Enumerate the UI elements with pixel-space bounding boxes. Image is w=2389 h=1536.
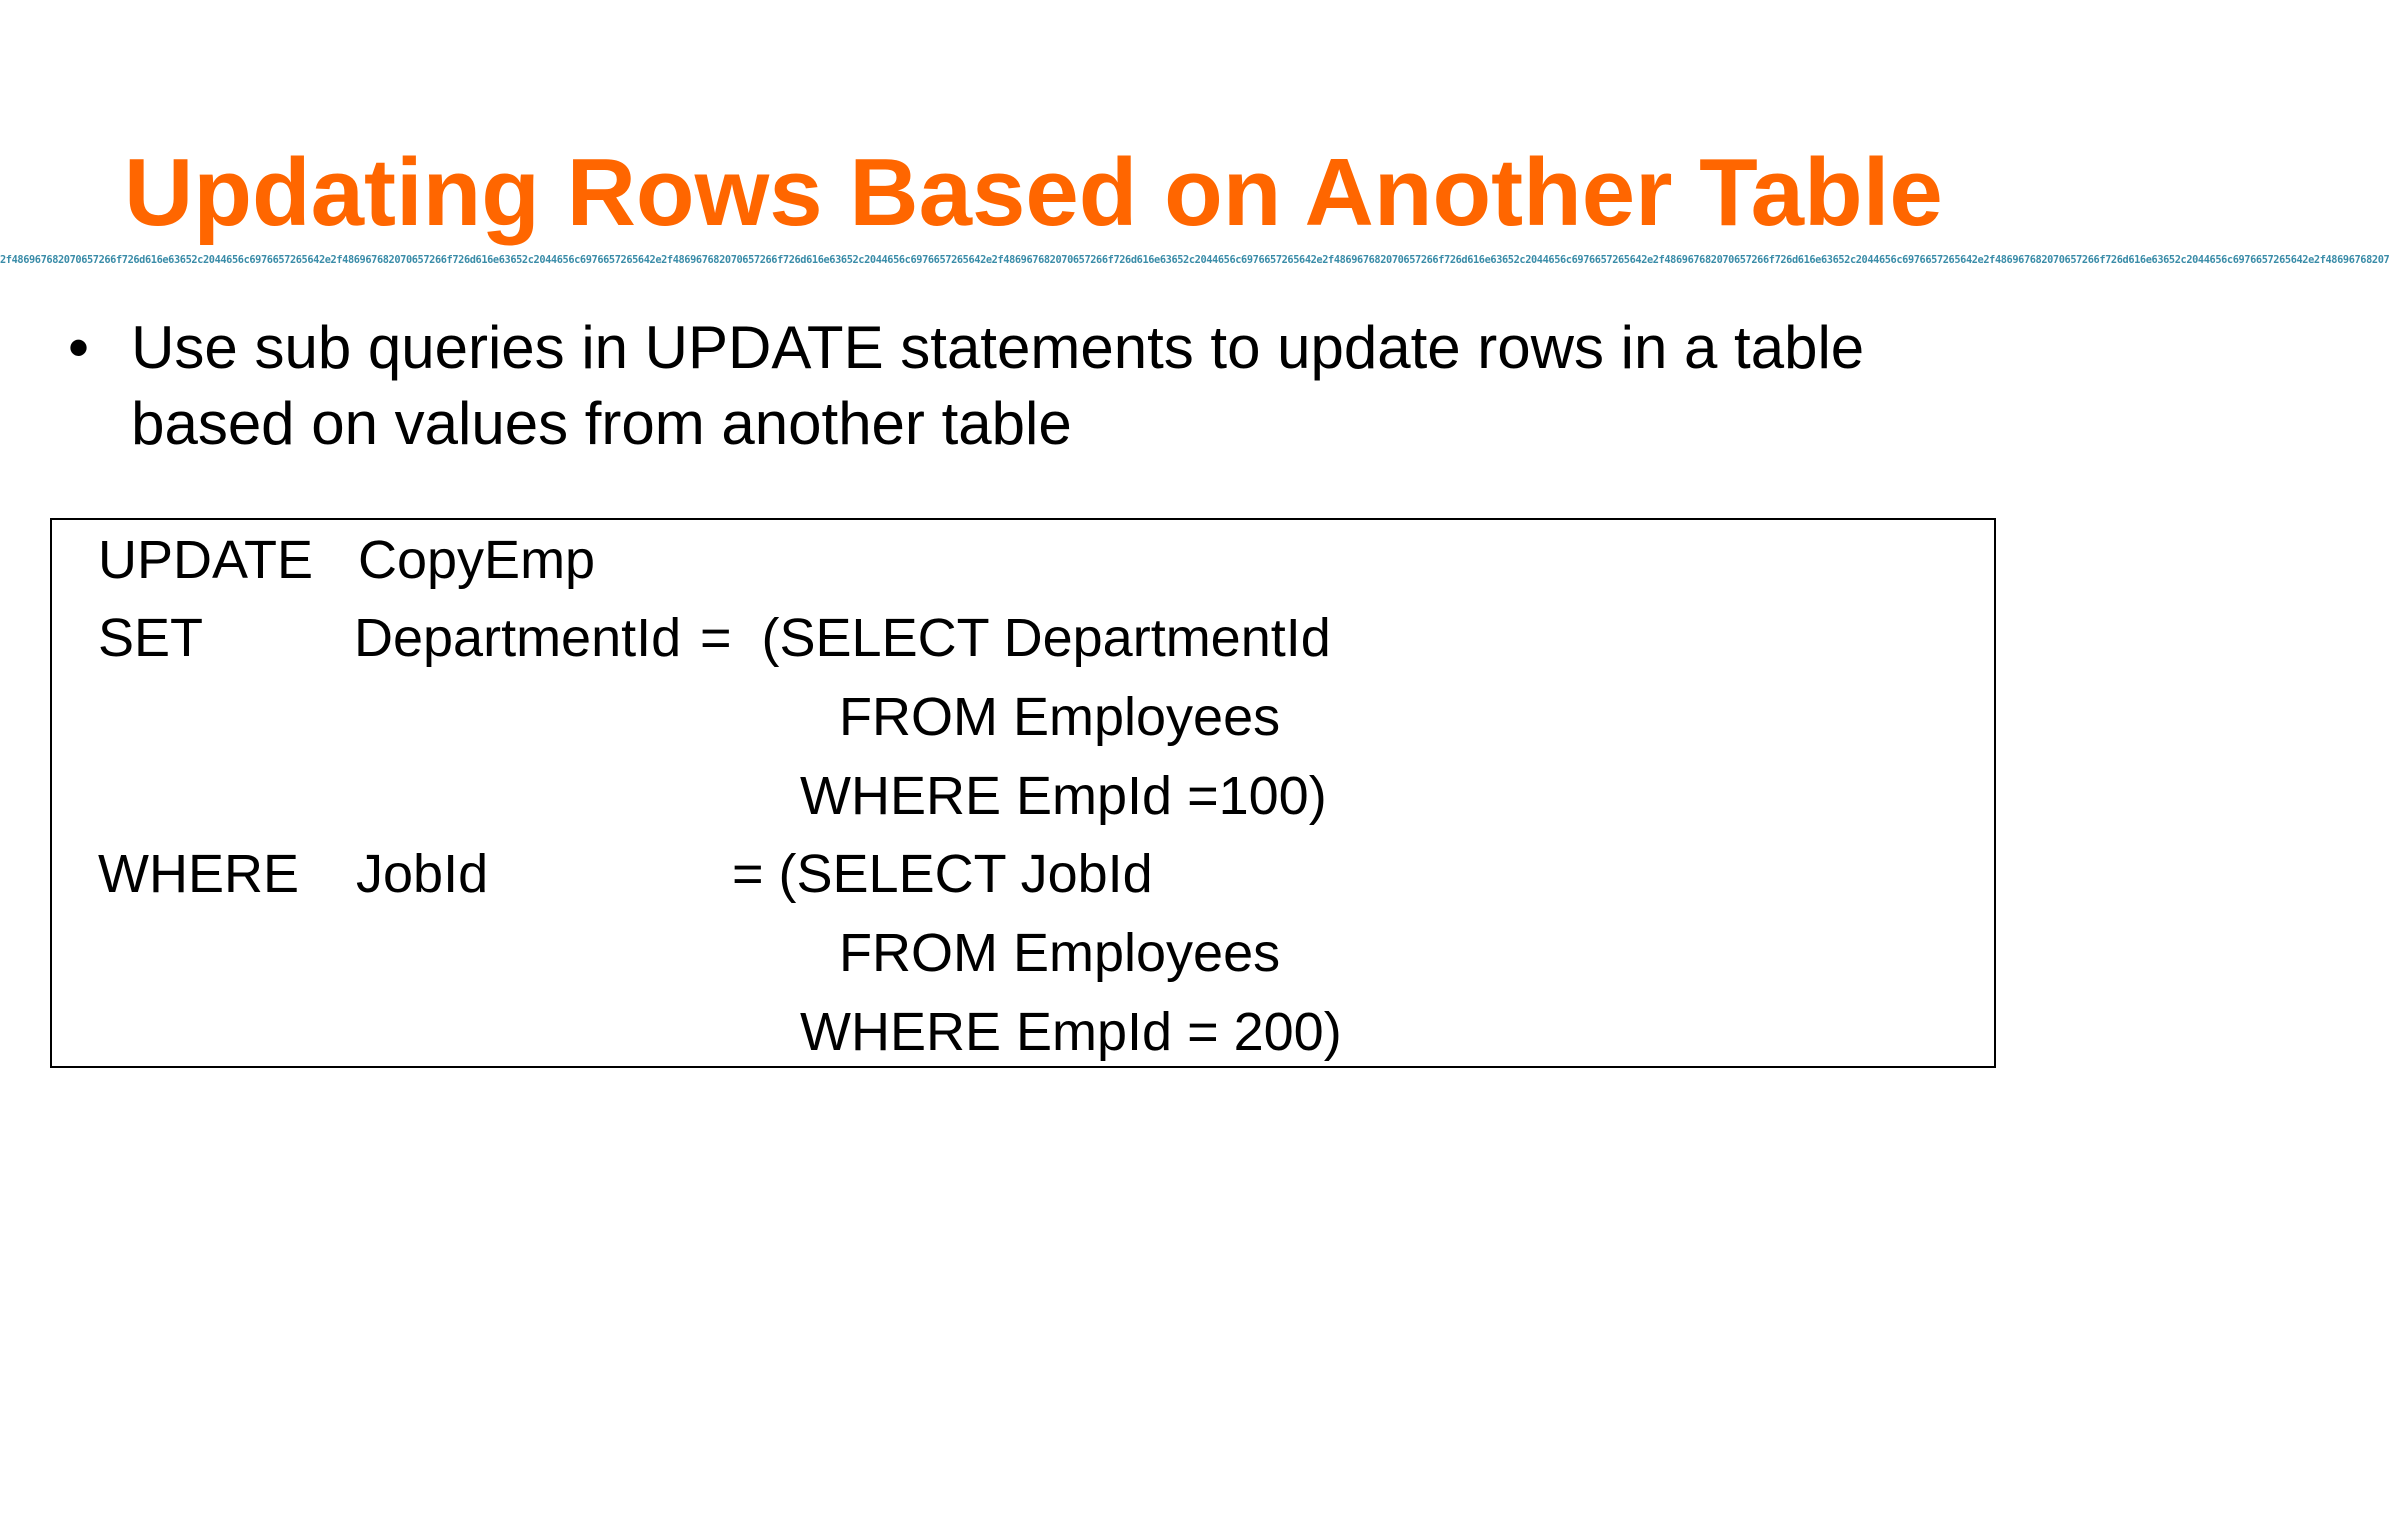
code-column: JobId — [356, 844, 489, 904]
code-line-4 — [52, 756, 1994, 836]
code-column: DepartmentId — [354, 608, 682, 668]
code-line-2 — [52, 598, 1994, 678]
sql-code-box — [50, 518, 1996, 1068]
code-line-1 — [52, 520, 1994, 600]
code-line-6 — [52, 913, 1994, 993]
code-line-5 — [52, 834, 1994, 914]
hex-watermark-strip: 2f486967682070657266f726d616e63652c2044656c6976657265642e2f486967682070657266f726d616e63652c2044656c6976657265642e2f486967682070657266f726d616e63652c2044656c6976657265642e2f486967682070657266f726d616e63652c2044656c6976657265642e2f486967682070657266f726d616e63652c2044656c6976657265642e2f486967682070657266f726d616e63652c2044656c6976657265642e2f486967682070657266f726d616e63652c2044656c6976657265642e2f48696768207 — [0, 254, 2389, 266]
code-subquery: WHERE EmpId = 200) — [800, 1002, 1342, 1062]
code-subquery: = (SELECT JobId — [732, 844, 1153, 904]
code-line-3 — [52, 677, 1994, 757]
code-line-7 — [52, 992, 1994, 1072]
slide-title: Updating Rows Based on Another Table — [124, 139, 1943, 246]
bullet-text: Use sub queries in UPDATE statements to update rows in a table based on values from another table — [131, 314, 1865, 457]
code-keyword: SET — [98, 608, 204, 668]
code-keyword: UPDATE — [98, 530, 314, 590]
code-subquery: WHERE EmpId =100) — [800, 766, 1327, 826]
code-subquery: FROM Employees — [839, 923, 1281, 983]
code-keyword: WHERE — [98, 844, 299, 904]
code-subquery: = (SELECT DepartmentId — [700, 608, 1331, 668]
bullet-symbol: • — [68, 314, 90, 381]
code-subquery: FROM Employees — [839, 687, 1281, 747]
code-table-name: CopyEmp — [358, 530, 596, 590]
bullet-item — [64, 310, 1984, 462]
